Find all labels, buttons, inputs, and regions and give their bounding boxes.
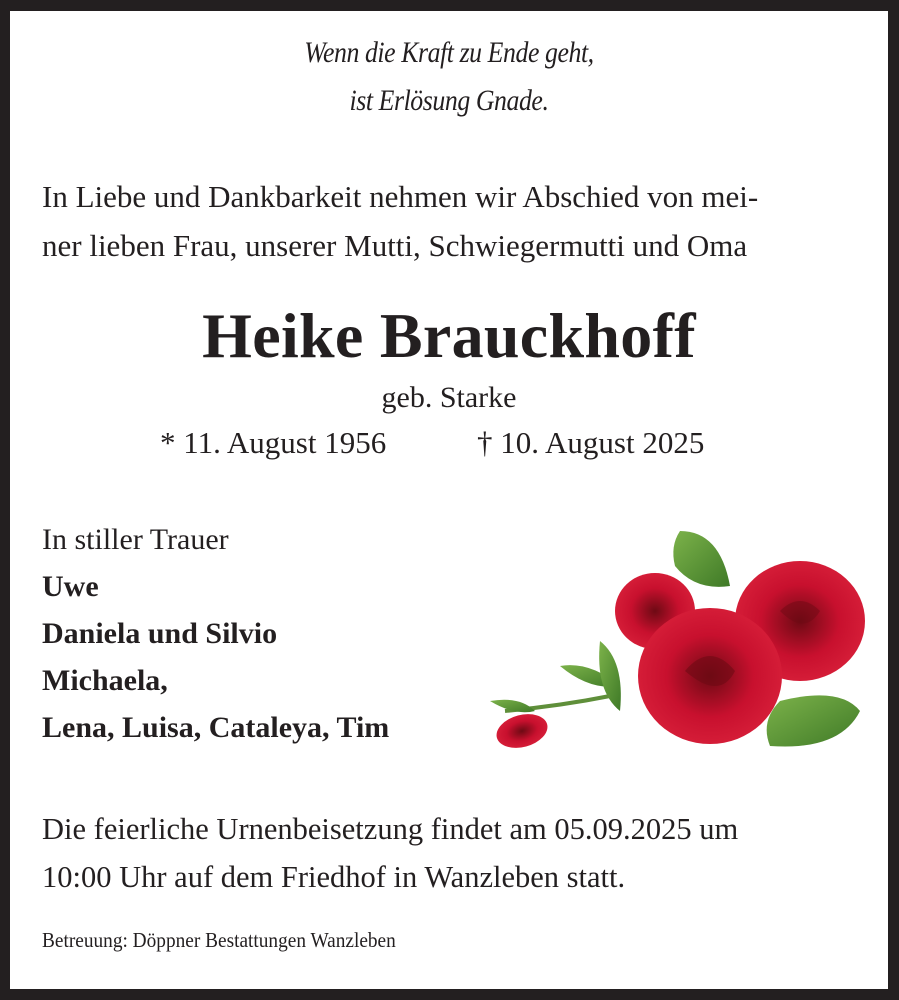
red-roses-image (480, 511, 870, 751)
motto-line-2: ist Erlösung Gnade. (349, 84, 549, 117)
mourner-name: Michaela, (42, 664, 168, 697)
burial-line-1: Die feierliche Urnenbeisetzung findet am 05.09.2025 um (42, 812, 739, 846)
intro-line-1: In Liebe und Dankbarkeit nehmen wir Abschied von mei- (42, 179, 759, 214)
birth-date: * 11. August 1956 (160, 425, 387, 460)
mourner-name: Lena, Luisa, Cataleya, Tim (42, 711, 390, 744)
funeral-home-credit: Betreuung: Döppner Bestattungen Wanzleben (42, 928, 396, 952)
obituary-card (10, 11, 888, 989)
burial-line-2: 10:00 Uhr auf dem Friedhof in Wanzleben statt. (42, 860, 626, 894)
deceased-name: Heike Brauckhoff (202, 300, 696, 371)
mourner-name: Uwe (42, 570, 99, 603)
mourner-name: Daniela und Silvio (42, 617, 278, 650)
maiden-name: geb. Starke (381, 381, 517, 414)
intro-line-2: ner lieben Frau, unserer Mutti, Schwiegermutti und Oma (42, 228, 748, 263)
motto-line-1: Wenn die Kraft zu Ende geht, (304, 36, 594, 69)
mourning-heading: In stiller Trauer (42, 523, 229, 556)
death-date: † 10. August 2025 (477, 425, 705, 460)
